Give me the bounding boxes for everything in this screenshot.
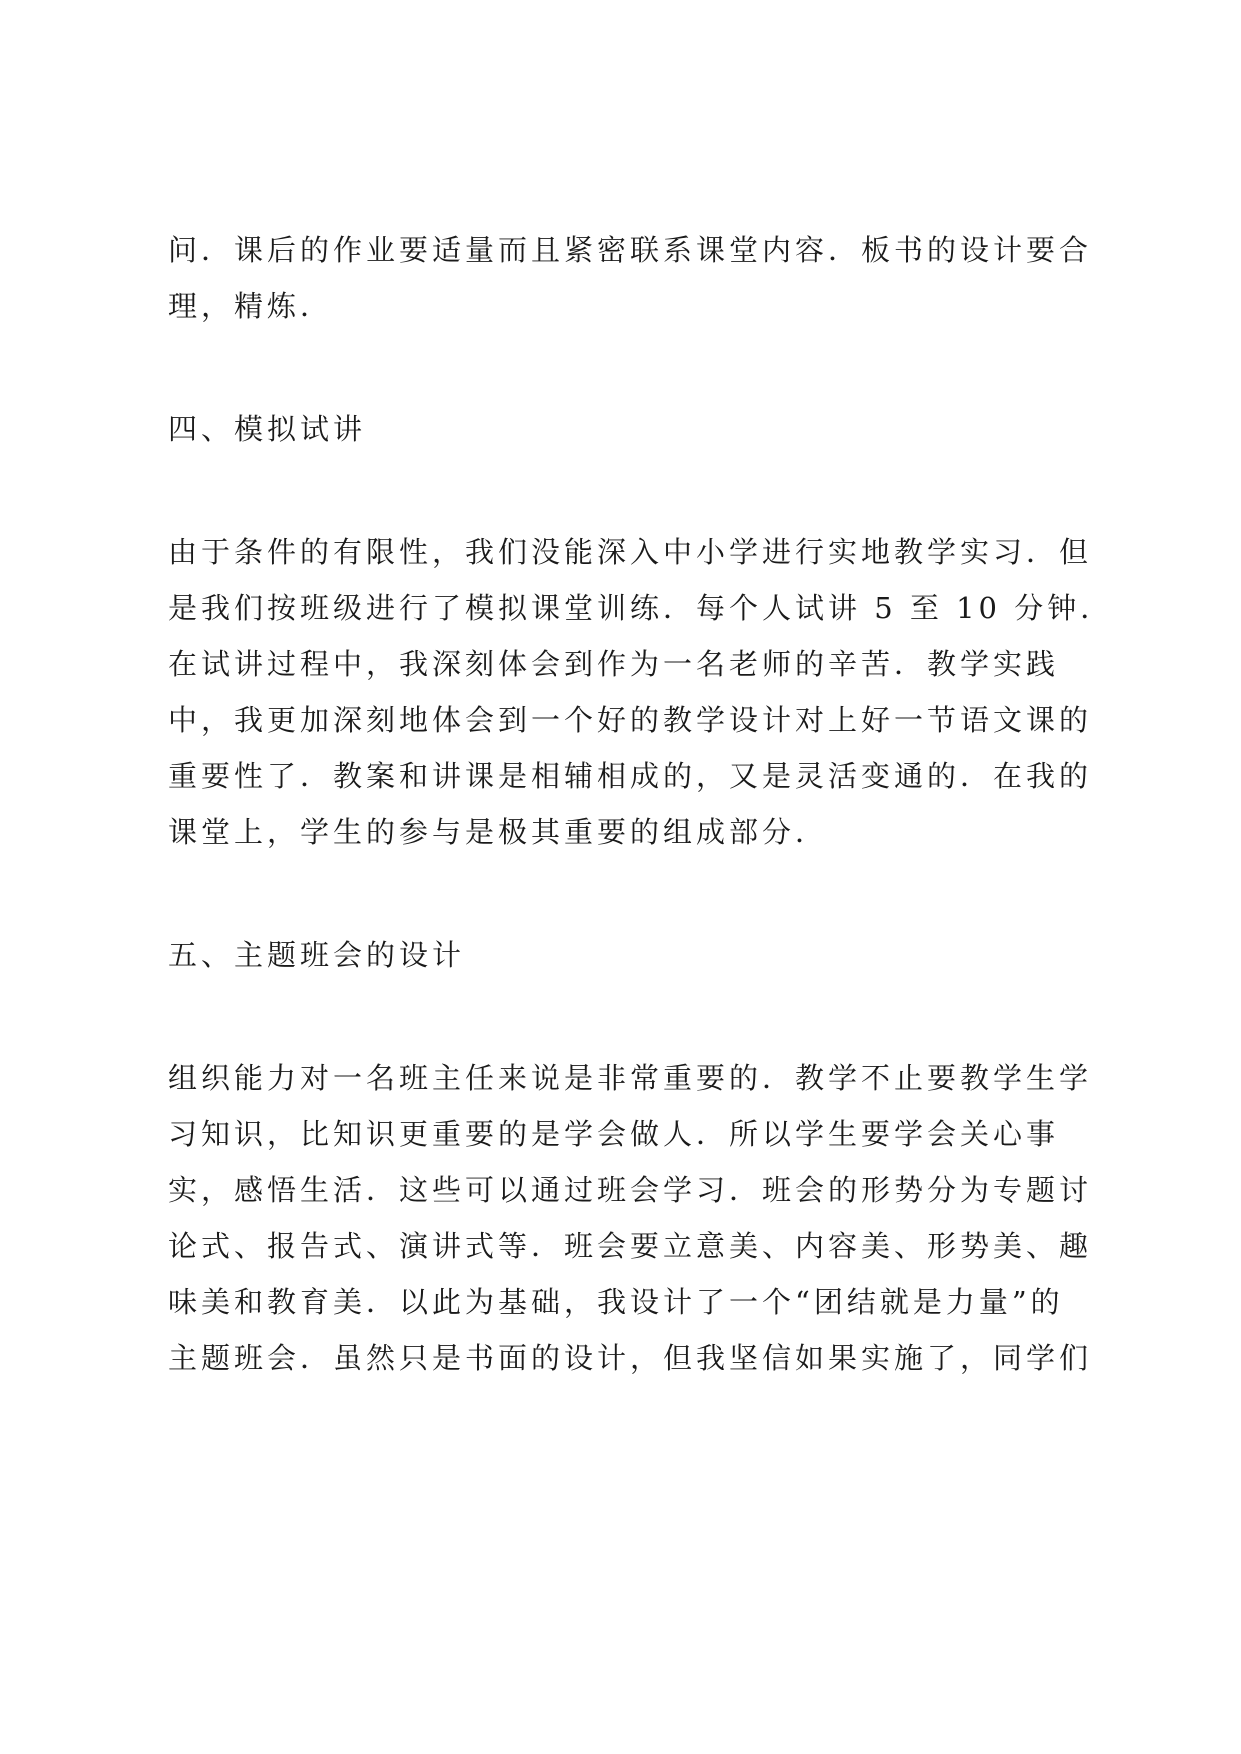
text-line: 是我们按班级进行了模拟课堂训练．每个人试讲 5 至 10 分钟． bbox=[168, 591, 1114, 625]
text-line: 在试讲过程中，我深刻体会到作为一名老师的辛苦．教学实践 bbox=[168, 647, 1060, 681]
section-heading-5: 五、主题班会的设计 bbox=[168, 938, 466, 972]
section-heading-4: 四、模拟试讲 bbox=[168, 412, 367, 446]
paragraph-class-meeting bbox=[168, 1050, 1093, 1386]
text-line: 重要性了．教案和讲课是相辅相成的，又是灵活变通的．在我的 bbox=[168, 759, 1093, 793]
text-line: 由于条件的有限性，我们没能深入中小学进行实地教学实习．但 bbox=[168, 535, 1093, 569]
text-line: 论式、报告式、演讲式等．班会要立意美、内容美、形势美、趣 bbox=[168, 1229, 1093, 1263]
text-line: 味美和教育美．以此为基础，我设计了一个“团结就是力量”的 bbox=[168, 1285, 1064, 1319]
paragraph-continued bbox=[168, 222, 1093, 334]
paragraph-spacer bbox=[168, 983, 1088, 1050]
text-line: 习知识，比知识更重要的是学会做人．所以学生要学会关心事 bbox=[168, 1117, 1060, 1151]
paragraph-spacer bbox=[168, 860, 1088, 927]
text-line: 课堂上，学生的参与是极其重要的组成部分． bbox=[168, 815, 829, 849]
text-line: 理，精炼． bbox=[168, 289, 334, 323]
text-line: 问．课后的作业要适量而且紧密联系课堂内容．板书的设计要合 bbox=[168, 233, 1093, 267]
paragraph-spacer bbox=[168, 334, 1088, 401]
text-line: 实，感悟生活．这些可以通过班会学习．班会的形势分为专题讨 bbox=[168, 1173, 1093, 1207]
text-line: 中，我更加深刻地体会到一个好的教学设计对上好一节语文课的 bbox=[168, 703, 1093, 737]
document-body bbox=[168, 222, 1114, 1386]
paragraph-mock-teaching bbox=[168, 524, 1114, 860]
text-line: 主题班会．虽然只是书面的设计，但我坚信如果实施了，同学们 bbox=[168, 1341, 1093, 1375]
paragraph-spacer bbox=[168, 457, 1088, 524]
text-line: 组织能力对一名班主任来说是非常重要的．教学不止要教学生学 bbox=[168, 1061, 1093, 1095]
